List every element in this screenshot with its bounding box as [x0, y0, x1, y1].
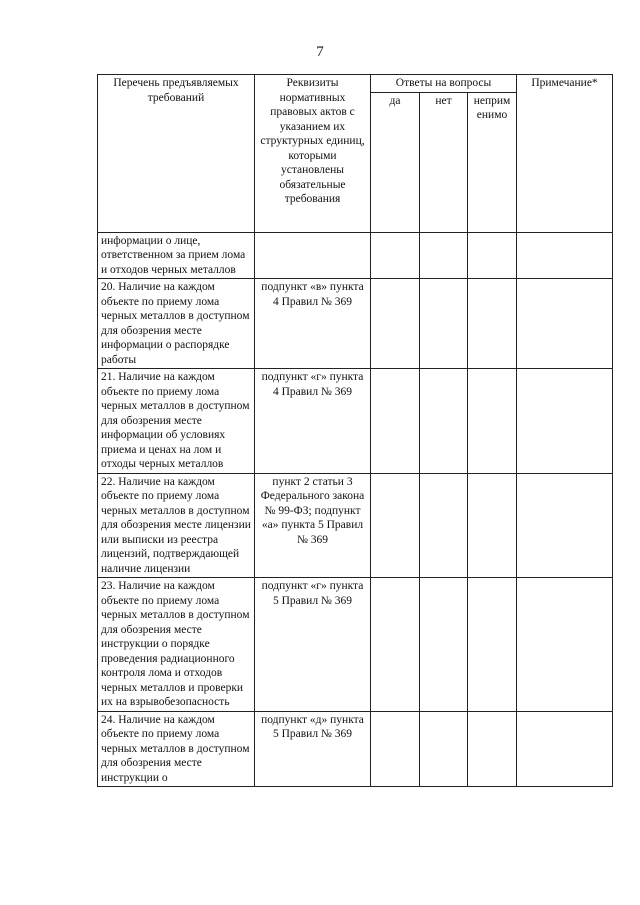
header-answers: Ответы на вопросы	[371, 75, 517, 93]
answer-yes-cell[interactable]	[371, 578, 420, 712]
answer-no-cell[interactable]	[420, 578, 468, 712]
answer-no-cell[interactable]	[420, 232, 468, 279]
page-number: 7	[316, 44, 324, 60]
reference-cell: пункт 2 статьи 3 Федерального закона № 99-ФЗ; подпункт «а» пункта 5 Правил № 369	[255, 473, 371, 578]
answer-no-cell[interactable]	[420, 369, 468, 474]
requirement-cell: 21. Наличие на каждом объекте по приему лома черных металлов в доступном для обозрения месте информации об условиях приема и ценах на лом и отходы черных металлов	[98, 369, 255, 474]
header-note: Примечание*	[517, 75, 613, 233]
note-cell[interactable]	[517, 232, 613, 279]
table-row	[98, 369, 613, 474]
header-not-applicable: неприм енимо	[468, 92, 517, 232]
answer-na-cell[interactable]	[468, 279, 517, 369]
requirements-table	[97, 74, 613, 787]
reference-cell	[255, 232, 371, 279]
reference-cell: подпункт «д» пункта 5 Правил № 369	[255, 711, 371, 787]
note-cell[interactable]	[517, 369, 613, 474]
answer-yes-cell[interactable]	[371, 279, 420, 369]
reference-cell: подпункт «г» пункта 5 Правил № 369	[255, 578, 371, 712]
header-references: Реквизиты нормативных правовых актов с указанием их структурных единиц, которыми установлены обязательные требования	[255, 75, 371, 233]
requirement-cell: 24. Наличие на каждом объекте по приему лома черных металлов в доступном для обозрения месте инструкции о	[98, 711, 255, 787]
answer-yes-cell[interactable]	[371, 369, 420, 474]
table-row	[98, 279, 613, 369]
header-no: нет	[420, 92, 468, 232]
answer-no-cell[interactable]	[420, 279, 468, 369]
requirement-cell: 23. Наличие на каждом объекте по приему лома черных металлов в доступном для обозрения месте инструкции о порядке проведения радиационного контроля лома и отходов черных металлов и проверки их на взрывобезопасность	[98, 578, 255, 712]
answer-no-cell[interactable]	[420, 473, 468, 578]
answer-yes-cell[interactable]	[371, 711, 420, 787]
answer-no-cell[interactable]	[420, 711, 468, 787]
note-cell[interactable]	[517, 473, 613, 578]
answer-na-cell[interactable]	[468, 578, 517, 712]
answer-na-cell[interactable]	[468, 473, 517, 578]
requirement-cell: информации о лице, ответственном за прием лома и отходов черных металлов	[98, 232, 255, 279]
answer-na-cell[interactable]	[468, 369, 517, 474]
answer-yes-cell[interactable]	[371, 232, 420, 279]
answer-na-cell[interactable]	[468, 232, 517, 279]
reference-cell: подпункт «г» пункта 4 Правил № 369	[255, 369, 371, 474]
note-cell[interactable]	[517, 711, 613, 787]
header-yes: да	[371, 92, 420, 232]
answer-yes-cell[interactable]	[371, 473, 420, 578]
header-requirements: Перечень предъявляемых требований	[98, 75, 255, 233]
table-row	[98, 232, 613, 279]
requirement-cell: 20. Наличие на каждом объекте по приему лома черных металлов в доступном для обозрения месте информации о распорядке работы	[98, 279, 255, 369]
table-row	[98, 473, 613, 578]
answer-na-cell[interactable]	[468, 711, 517, 787]
note-cell[interactable]	[517, 578, 613, 712]
requirement-cell: 22. Наличие на каждом объекте по приему лома черных металлов в доступном для обозрения месте лицензии или выписки из реестра лицензий, подтверждающей наличие лицензии	[98, 473, 255, 578]
table-row	[98, 711, 613, 787]
reference-cell: подпункт «в» пункта 4 Правил № 369	[255, 279, 371, 369]
table-row	[98, 578, 613, 712]
note-cell[interactable]	[517, 279, 613, 369]
